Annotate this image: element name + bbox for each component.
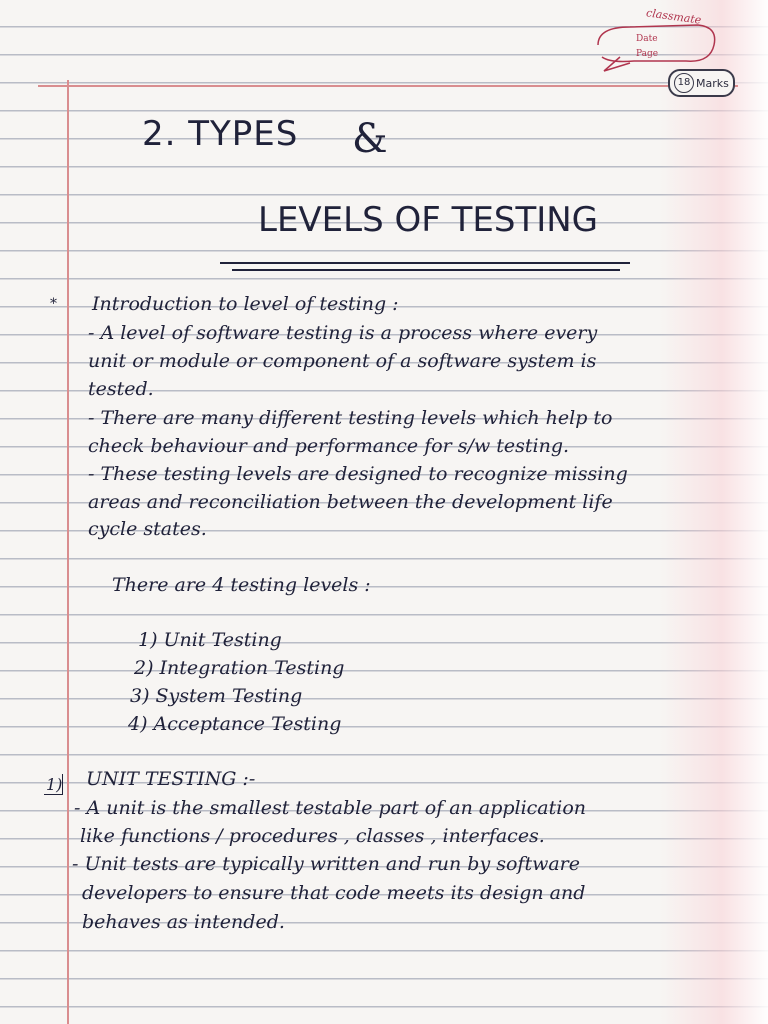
unit-line: developers to ensure that code meets its design and [82, 882, 586, 904]
title-ampersand: & [352, 116, 388, 162]
marks-badge [668, 69, 735, 97]
unit-heading: UNIT TESTING :- [86, 768, 256, 790]
unit-line: like functions / procedures , classes , interfaces. [80, 825, 545, 847]
levels-heading: There are 4 testing levels : [112, 574, 371, 596]
intro-line: areas and reconciliation between the development life [88, 491, 613, 513]
intro-heading: Introduction to level of testing : [92, 293, 399, 315]
bullet-star: * [50, 296, 57, 312]
intro-line: cycle states. [88, 518, 207, 540]
intro-line: tested. [88, 378, 154, 400]
left-margin-line [67, 80, 69, 1024]
marks-label: Marks [696, 76, 729, 90]
intro-line: check behaviour and performance for s/w testing. [88, 435, 570, 457]
title-underline [220, 262, 630, 264]
intro-line: - There are many different testing levels which help to [88, 407, 613, 429]
title-line-1: 2. TYPES [142, 114, 299, 154]
unit-line: - A unit is the smallest testable part of an application [74, 797, 587, 819]
title-underline-2 [232, 269, 620, 271]
intro-line: - These testing levels are designed to recognize missing [88, 463, 628, 485]
level-item: 4) Acceptance Testing [128, 713, 342, 735]
intro-line: - A level of software testing is a process where every [88, 322, 598, 344]
level-item: 3) System Testing [130, 685, 303, 707]
marks-number: 18 [674, 73, 694, 93]
date-label: Date [636, 34, 658, 44]
intro-line: unit or module or component of a software system is [88, 350, 597, 372]
level-item: 1) Unit Testing [138, 629, 282, 651]
brand-label: classmate [645, 6, 703, 27]
level-item: 2) Integration Testing [134, 657, 345, 679]
unit-line: behaves as intended. [82, 911, 285, 933]
title-line-2: LEVELS OF TESTING [258, 200, 599, 240]
section-number: 1) [46, 775, 63, 794]
unit-line: - Unit tests are typically written and run by software [72, 853, 580, 875]
page-label: Page [636, 49, 659, 59]
